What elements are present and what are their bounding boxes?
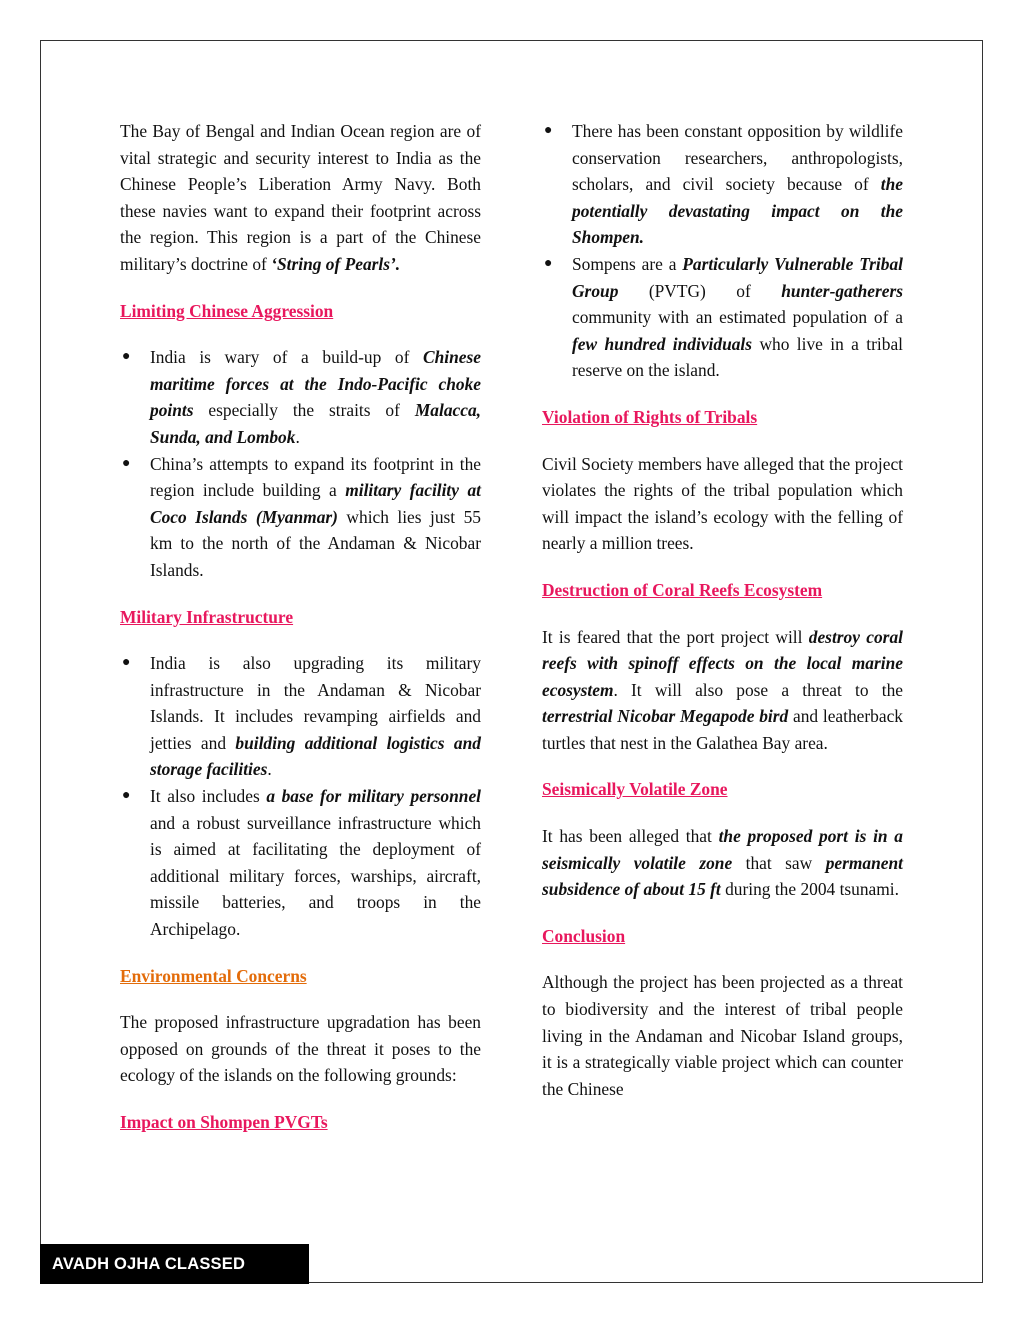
left-column	[120, 118, 481, 1156]
list-item: ● It also includes a base for military personnel and a robust surveillance infrastructure which is aimed at facilitating the deployment of additional military forces, warships, aircraft, missile batteries, and troops in the Archipelago.	[122, 786, 481, 940]
heading-impact-on-shompen: Impact on Shompen PVGTs	[120, 1112, 328, 1132]
rights-paragraph: Civil Society members have alleged that the project violates the rights of the tribal population which will impact the island’s ecology with the felling of nearly a million trees.	[542, 453, 903, 554]
heading-conclusion: Conclusion	[542, 925, 626, 946]
list-item: ● There has been constant opposition by wildlife conservation researchers, anthropologists, scholars, and civil society because of the potentially devastating impact on the Shompen.	[544, 121, 903, 248]
shompen-list	[542, 118, 903, 384]
limiting-list	[120, 344, 481, 583]
list-item: ● India is also upgrading its military infrastructure in the Andaman & Nicobar Islands. It includes revamping airfields and jetties and building additional logistics and storage facilities.	[122, 653, 481, 780]
heading-military-infrastructure: Military Infrastructure	[120, 606, 294, 627]
list-item: ● China’s attempts to expand its footprint in the region include building a military facility at Coco Islands (Myanmar) which lies just 55 km to the north of the Andaman & Nicobar Islands.	[122, 453, 481, 580]
list-item: ● India is wary of a build-up of Chinese maritime forces at the Indo-Pacific choke points especially the straits of Malacca, Sunda, and Lombok.	[122, 347, 481, 447]
footer-brand: AVADH OJHA CLASSED	[40, 1244, 309, 1284]
seismic-paragraph: It has been alleged that the proposed port is in a seismically volatile zone that saw permanent subsidence of about 15 ft during the 2004 tsunami.	[542, 826, 903, 900]
heading-seismic-zone: Seismically Volatile Zone	[542, 779, 728, 800]
heading-limiting-chinese-aggression: Limiting Chinese Aggression	[120, 300, 334, 321]
right-column	[542, 118, 903, 1122]
heading-violation-of-rights: Violation of Rights of Tribals	[542, 406, 758, 427]
environment-paragraph: The proposed infrastructure upgradation has been opposed on grounds of the threat it poses to the ecology of the islands on the following grounds:	[120, 1012, 481, 1086]
military-list	[120, 650, 481, 943]
list-item: ● Sompens are a Particularly Vulnerable Tribal Group (PVTG) of hunter-gatherers community with an estimated population of a few hundred individuals who live in a tribal reserve on the island.	[544, 253, 903, 381]
heading-environmental-concerns: Environmental Concerns	[120, 965, 307, 986]
heading-coral-reefs: Destruction of Coral Reefs Ecosystem	[542, 579, 823, 600]
conclusion-paragraph: Although the project has been projected as a threat to biodiversity and the interest of tribal people living in the Andaman and Nicobar Island groups, it is a strategically viable project which can counter the Chinese	[542, 972, 903, 1099]
intro-paragraph: The Bay of Bengal and Indian Ocean region are of vital strategic and security interest to India as the Chinese People’s Liberation Army Navy. Both these navies want to expand their footprint across the region. This region is a part of the Chinese military’s doctrine of ‘String of Pearls’.	[120, 121, 481, 274]
coral-paragraph: It is feared that the port project will destroy coral reefs with spinoff effects on the local marine ecosystem. It will also pose a threat to the terrestrial Nicobar Megapode bird and leatherback turtles that nest in the Galathea Bay area.	[542, 626, 903, 753]
